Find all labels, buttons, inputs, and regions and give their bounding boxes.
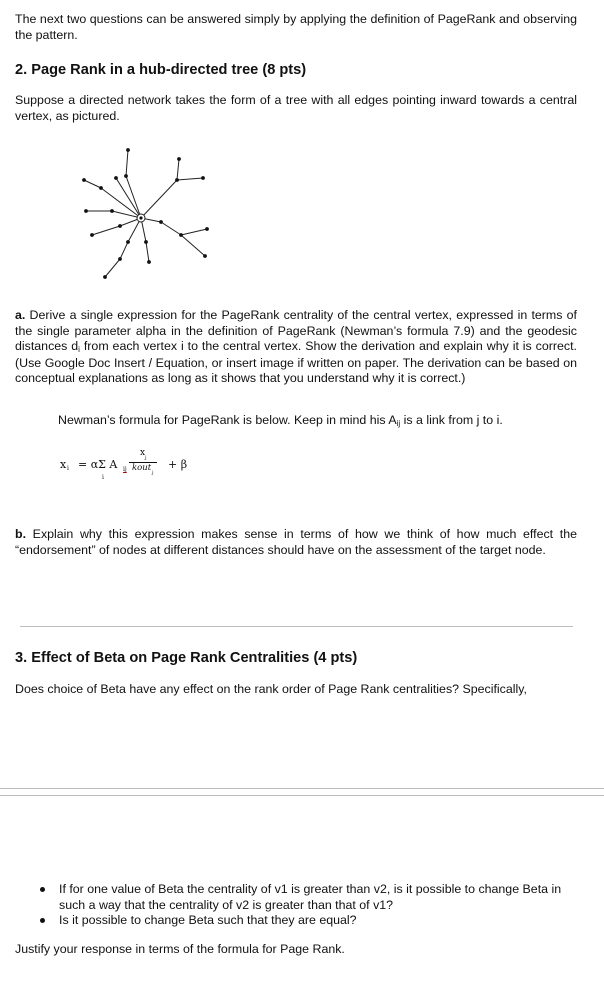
q2-heading: 2. Page Rank in a hub-directed tree (8 pts): [15, 62, 307, 78]
formula-a-sub: ij: [123, 466, 127, 473]
q2a-paragraph: [15, 308, 577, 387]
hub-tree-diagram: [70, 138, 230, 288]
newman-text-1: Newman’s formula for PageRank is below. Keep in mind his A: [58, 413, 397, 427]
bullet-dot-icon: [40, 918, 45, 923]
newman-sub: ij: [396, 419, 401, 428]
q2b-paragraph: [15, 527, 577, 558]
formula-plus-beta: + β: [168, 458, 188, 471]
q3-closing: Justify your response in terms of the formula for Page Rank.: [15, 942, 345, 956]
formula-num-sub: j: [145, 455, 147, 461]
q2-prompt: Suppose a directed network takes the form of a tree with all edges pointing inward towards a central vertex, as pictured.: [15, 93, 577, 123]
q2b-text: Explain why this expression makes sense in terms of how we think of how much effect the “endorsement” of nodes at different distances should have on the assessment of the target node.: [15, 527, 577, 557]
page-break-line-top: [0, 788, 604, 789]
formula-lhs: x: [60, 458, 67, 471]
q2a-text-1: Derive a single expression for the PageRank centrality of the central vertex, expressed in terms of the single parameter alpha in the definition of PageRank (Newman’s formula 7.9) and the geodesic distances d: [15, 308, 577, 354]
newman-note: [58, 413, 578, 430]
intro-text: The next two questions can be answered simply by applying the definition of PageRank and observing the pattern.: [15, 12, 577, 42]
q2a-label: a.: [15, 308, 26, 322]
q3-heading: 3. Effect of Beta on Page Rank Centralities (4 pts): [15, 650, 358, 666]
formula-num: x: [140, 448, 146, 458]
q3-prompt: Does choice of Beta have any effect on the rank order of Page Rank centralities? Specifically,: [15, 682, 527, 696]
q3-bullet-list: [15, 882, 575, 929]
formula-eq: = αΣ A: [78, 458, 118, 471]
bullet-dot-icon: [40, 887, 45, 892]
tree-edges: [84, 150, 207, 277]
pagerank-formula: [56, 446, 256, 486]
q2a-text-2: from each vertex i to the central vertex. Show the derivation and explain why it is correct. (Use Google Doc Insert / Equation, or insert image if written on paper. The derivation can be based on conceptual explanations as long as it shows that you understand why it is correct.): [15, 339, 577, 386]
q2b-label: b.: [15, 527, 27, 541]
formula-den: kout: [132, 463, 152, 473]
page-break-line-bottom: [0, 795, 604, 796]
formula-den-sub: j: [152, 470, 154, 476]
list-item: Is it possible to change Beta such that they are equal?: [15, 913, 575, 929]
section-divider: [20, 626, 573, 627]
formula-sum-sub: i: [102, 474, 104, 481]
central-vertex: [137, 214, 145, 222]
q2a-sub: i: [78, 345, 80, 355]
formula-lhs-sub: i: [67, 465, 69, 472]
list-item: If for one value of Beta the centrality of v1 is greater than v2, is it possible to change Beta in such a way that the centrality of v2 is greater than that of v1?: [15, 882, 575, 913]
newman-text-2: is a link from j to i.: [400, 413, 503, 427]
